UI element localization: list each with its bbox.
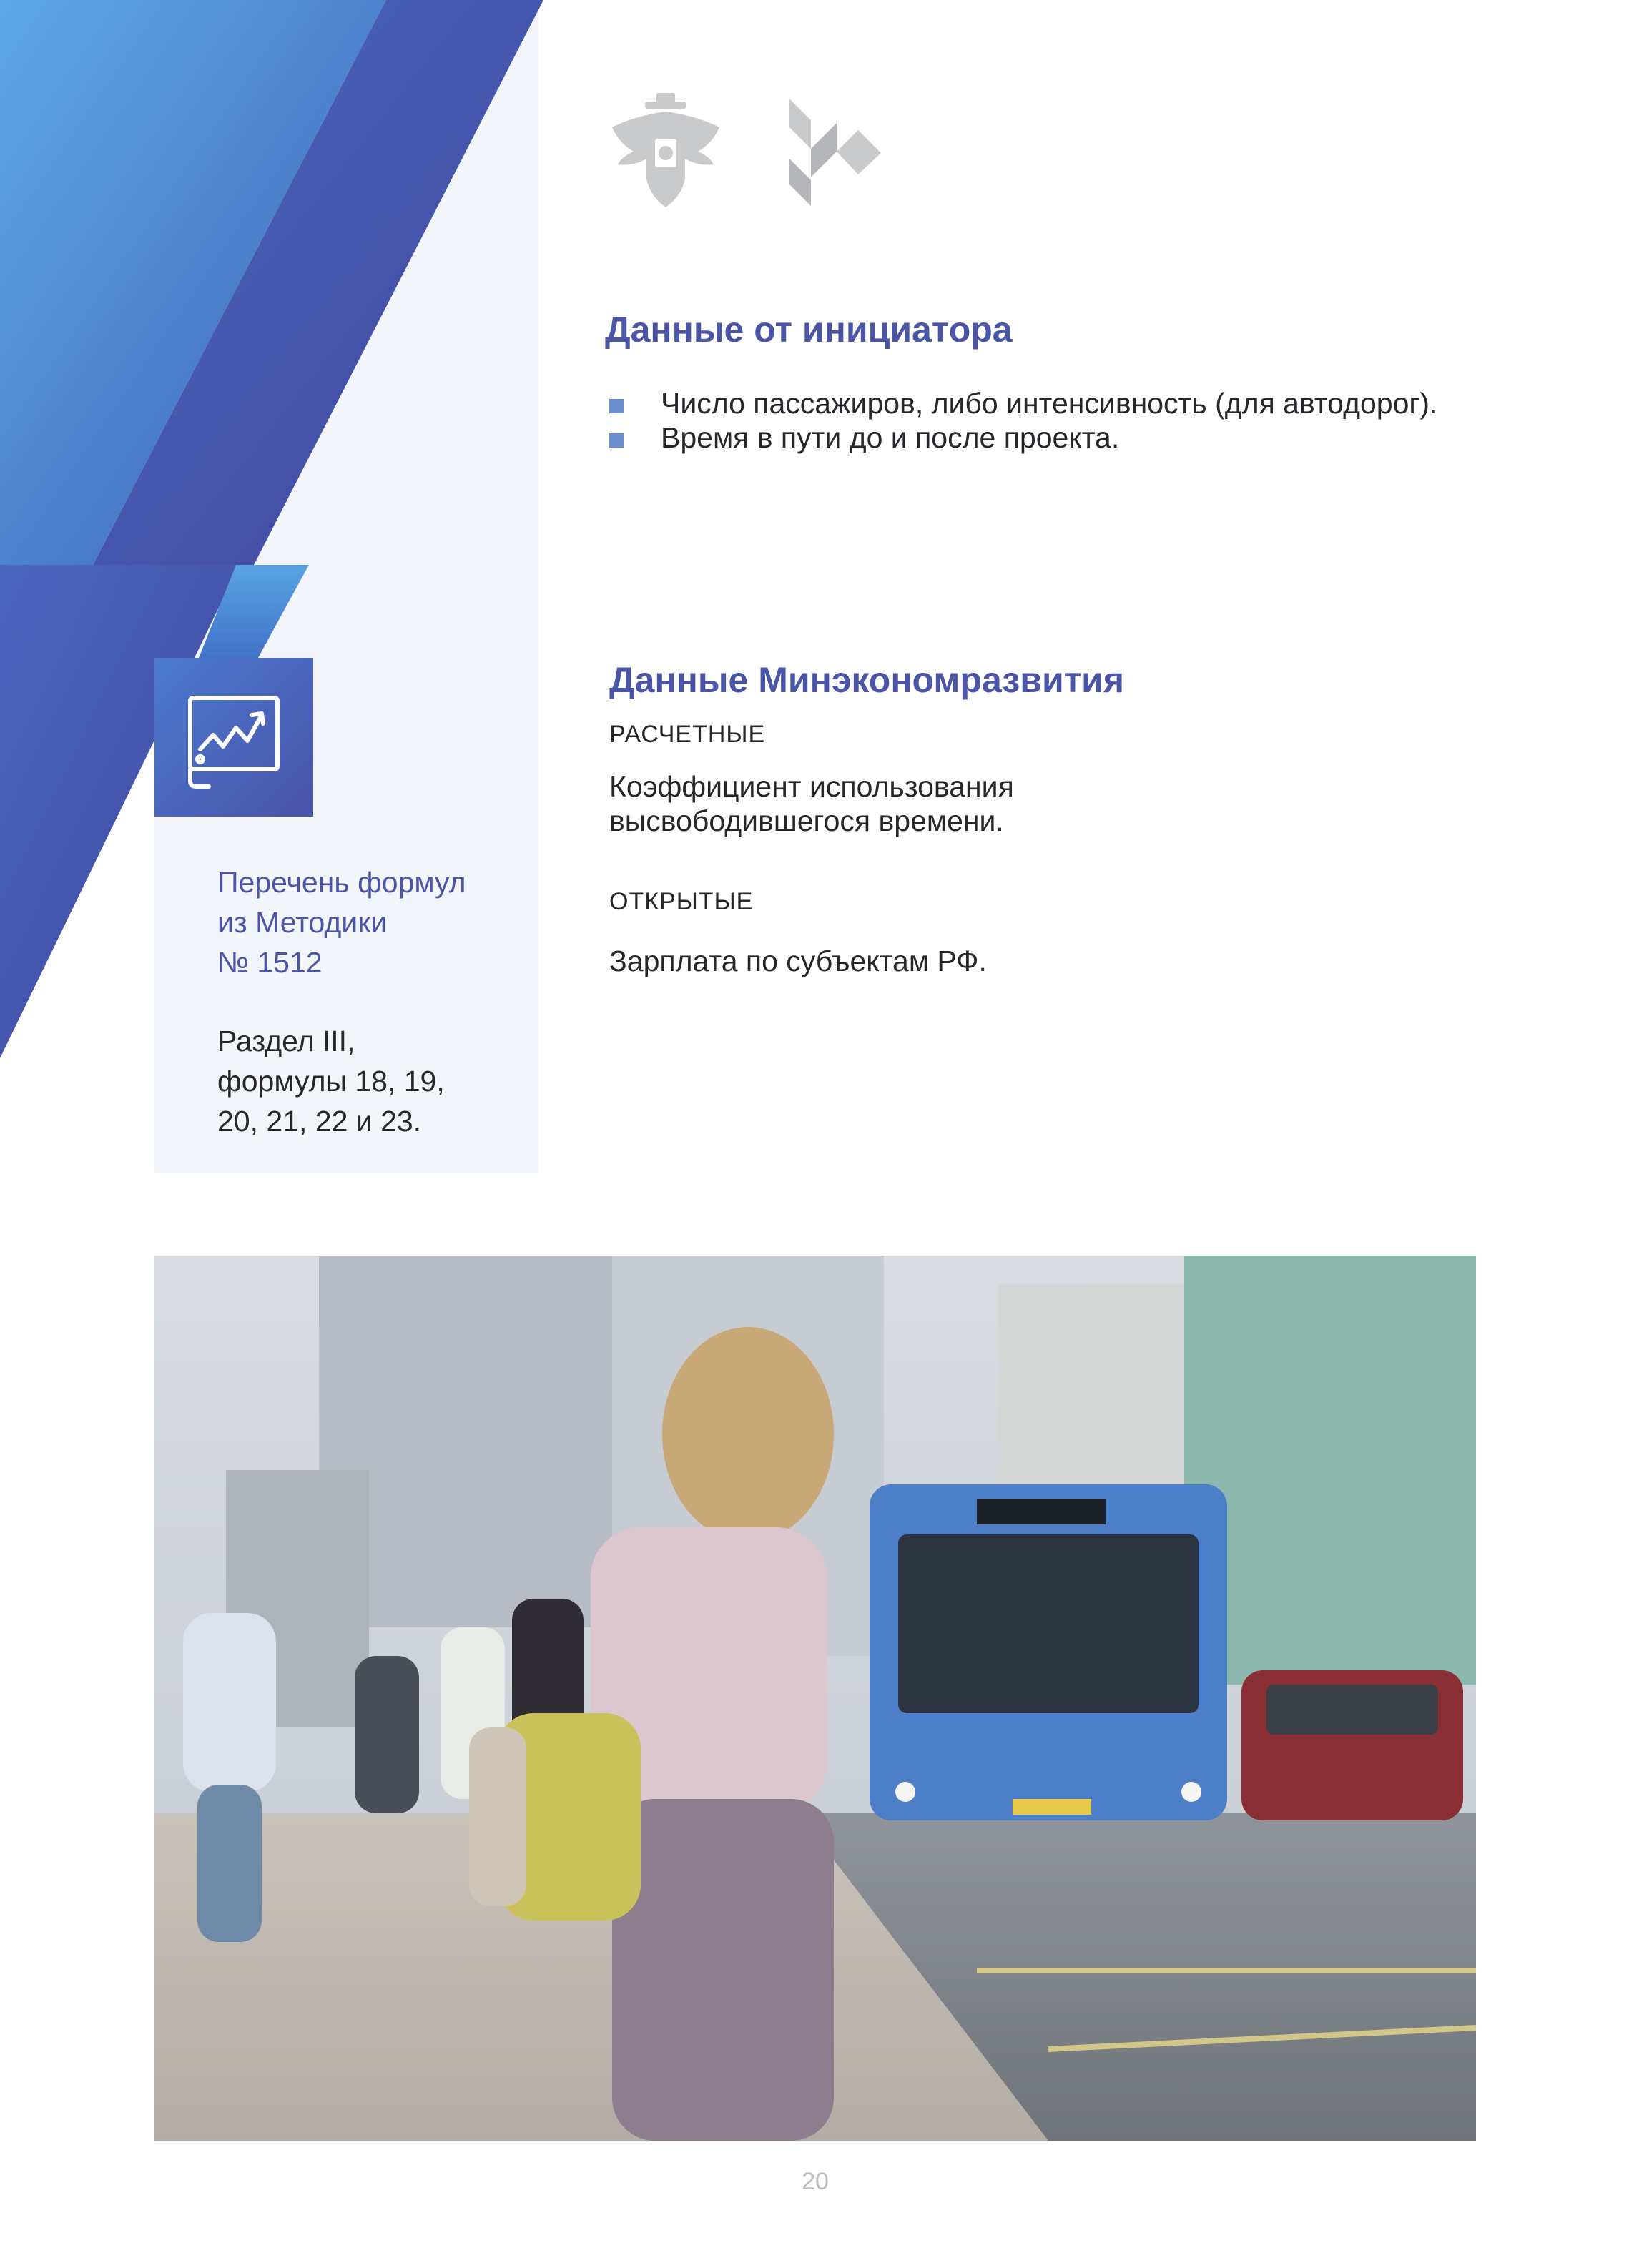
note-line: № 1512 <box>217 946 323 979</box>
note-line: Перечень формул <box>217 866 466 899</box>
calculated-text <box>609 769 1014 838</box>
initiator-list <box>609 386 1437 455</box>
note-line: 20, 21, 22 и 23. <box>217 1105 422 1138</box>
list-item-text: Время в пути до и после проекта. <box>661 421 1120 454</box>
list-item <box>609 420 1437 455</box>
icon-box <box>154 658 313 817</box>
photo-illustration <box>154 1256 1476 2141</box>
note-line: из Методики <box>217 906 388 939</box>
note-line: формулы 18, 19, <box>217 1065 445 1098</box>
street-photo <box>154 1256 1476 2141</box>
brand-logo-icon <box>787 99 881 206</box>
note-line: Раздел III, <box>217 1025 355 1057</box>
initiator-title: Данные от инициатора <box>605 310 1013 350</box>
section-note <box>217 1021 445 1141</box>
ministry-title: Данные Минэкономразвития <box>609 660 1125 700</box>
list-item <box>609 386 1437 420</box>
bullet-square-icon <box>609 399 624 413</box>
page-number: 20 <box>802 2168 829 2195</box>
calculated-label: РАСЧЕТНЫЕ <box>609 721 766 748</box>
open-label: ОТКРЫТЫЕ <box>609 888 754 915</box>
formula-list-note <box>217 862 466 982</box>
bullet-square-icon <box>609 433 624 448</box>
calculated-text-line: Коэффициент использования <box>609 770 1014 803</box>
calculated-text-line: высвободившегося времени. <box>609 804 1004 837</box>
coat-of-arms-icon <box>605 93 727 211</box>
growth-chart-icon <box>154 658 313 817</box>
list-item-text: Число пассажиров, либо интенсивность (для автодорог). <box>661 387 1438 420</box>
open-text: Зарплата по субъектам РФ. <box>609 945 987 977</box>
